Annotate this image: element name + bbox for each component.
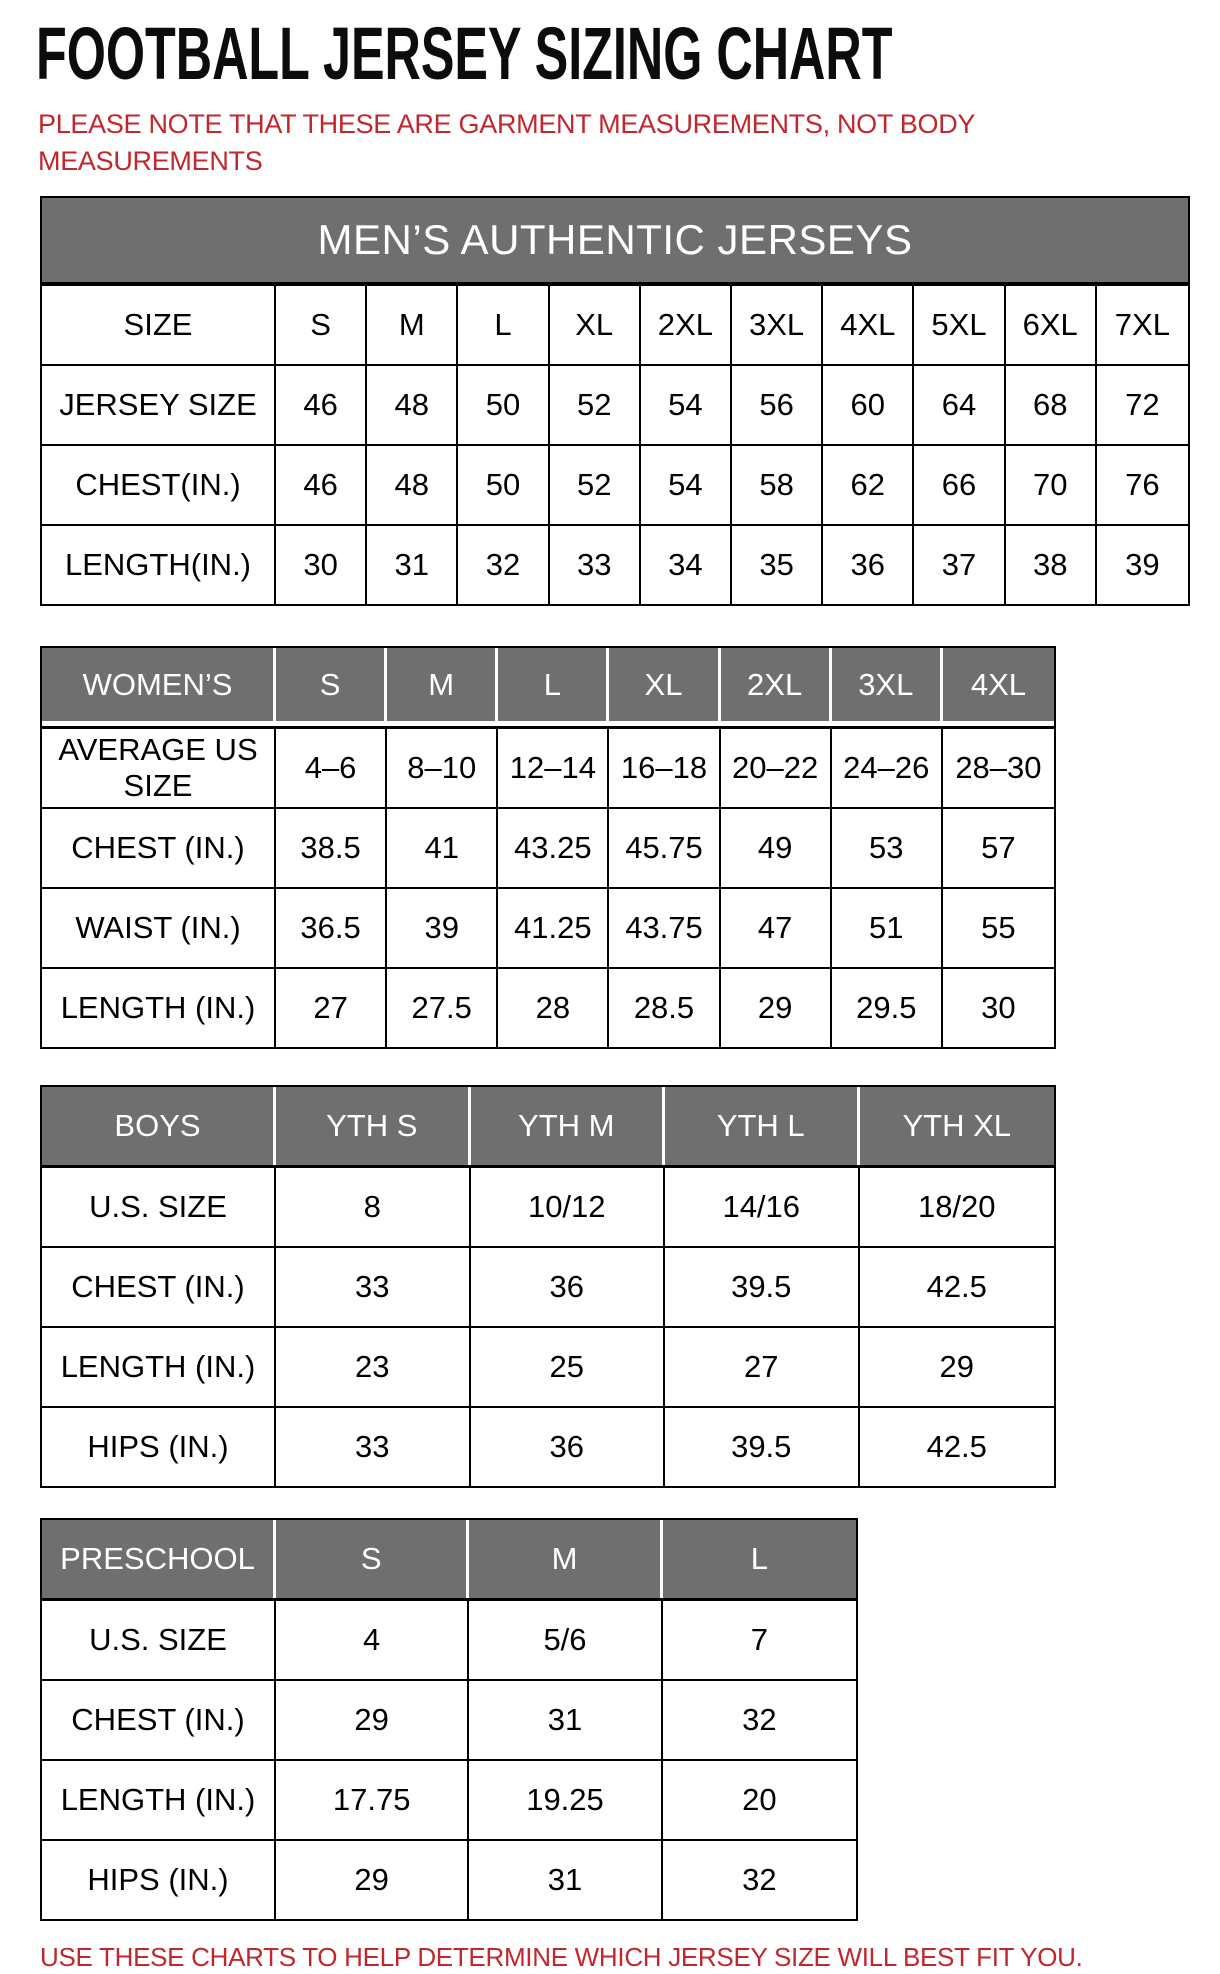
preschool-header-cell: S xyxy=(276,1520,469,1598)
mens-value-cell: 76 xyxy=(1125,467,1160,503)
womens-value-cell: 4–6 xyxy=(276,729,387,807)
preschool-value-cell: 17.75 xyxy=(276,1761,469,1839)
boys-value-cell: 33 xyxy=(276,1408,471,1486)
boys-row-label: HIPS (IN.) xyxy=(42,1408,276,1486)
womens-value-cell: 38.5 xyxy=(276,809,387,887)
mens-value-cell: 30 xyxy=(276,526,367,604)
boys-value-cell: 14/16 xyxy=(665,1168,860,1246)
mens-row-2 xyxy=(42,524,1188,604)
boys-header-cell: YTH S xyxy=(276,1087,471,1165)
mens-header-cell: 4XL xyxy=(823,286,914,364)
mens-value-cell: 46 xyxy=(276,446,367,524)
mens-value-cell: 62 xyxy=(823,446,914,524)
mens-value-cell: 34 xyxy=(641,526,732,604)
boys-value-cell: 36 xyxy=(471,1248,666,1326)
footer-note: USE THESE CHARTS TO HELP DETERMINE WHICH JERSEY SIZE WILL BEST FIT YOU. xyxy=(40,1942,1083,1972)
mens-value-cell: 72 xyxy=(1125,387,1160,423)
boys-sizing-table xyxy=(40,1085,1056,1488)
womens-row-0 xyxy=(42,729,1054,807)
preschool-row-0 xyxy=(42,1601,856,1679)
womens-value-cell: 55 xyxy=(981,910,1016,946)
preschool-value-cell: 32 xyxy=(742,1702,777,1738)
mens-header-cell: M xyxy=(367,286,458,364)
mens-value-cell: 31 xyxy=(367,526,458,604)
mens-header-cell: S xyxy=(276,286,367,364)
womens-value-cell: 36.5 xyxy=(276,889,387,967)
boys-value-cell: 23 xyxy=(276,1328,471,1406)
mens-value-cell: 70 xyxy=(1006,446,1097,524)
preschool-sizing-table xyxy=(40,1518,858,1921)
womens-header-cell: 4XL xyxy=(943,648,1054,726)
womens-header-cell: M xyxy=(387,648,498,726)
boys-header-cell: YTH M xyxy=(471,1087,666,1165)
mens-value-cell: 36 xyxy=(823,526,914,604)
mens-value-cell: 48 xyxy=(367,366,458,444)
mens-header-cell: 3XL xyxy=(732,286,823,364)
womens-value-cell: 29 xyxy=(721,969,832,1047)
mens-value-cell: 35 xyxy=(732,526,823,604)
boys-header-cell: YTH L xyxy=(665,1087,860,1165)
womens-value-cell: 16–18 xyxy=(609,729,720,807)
womens-value-cell: 8–10 xyxy=(387,729,498,807)
preschool-row-2 xyxy=(42,1759,856,1839)
boys-value-cell: 39.5 xyxy=(665,1408,860,1486)
preschool-value-cell: 29 xyxy=(276,1841,469,1919)
mens-header-cell: 2XL xyxy=(641,286,732,364)
boys-row-0 xyxy=(42,1168,1054,1246)
womens-value-cell: 24–26 xyxy=(832,729,943,807)
preschool-value-cell: 31 xyxy=(469,1681,662,1759)
preschool-value-cell: 29 xyxy=(276,1681,469,1759)
mens-row-1 xyxy=(42,444,1188,524)
boys-value-cell: 18/20 xyxy=(917,1189,996,1225)
preschool-row-1 xyxy=(42,1679,856,1759)
womens-header-label: WOMEN’S xyxy=(42,648,276,726)
mens-value-cell: 54 xyxy=(641,366,732,444)
mens-value-cell: 52 xyxy=(550,446,641,524)
womens-row-2 xyxy=(42,887,1054,967)
womens-value-cell: 57 xyxy=(981,830,1016,866)
womens-row-label: AVERAGE US SIZE xyxy=(42,729,276,807)
womens-value-cell: 47 xyxy=(721,889,832,967)
boys-header-row xyxy=(42,1087,1054,1168)
womens-header-cell: 3XL xyxy=(832,648,943,726)
womens-value-cell: 43.75 xyxy=(609,889,720,967)
mens-row-label: JERSEY SIZE xyxy=(42,366,276,444)
womens-row-label: WAIST (IN.) xyxy=(42,889,276,967)
mens-value-cell: 38 xyxy=(1006,526,1097,604)
boys-value-cell: 8 xyxy=(276,1168,471,1246)
preschool-row-label: CHEST (IN.) xyxy=(42,1681,276,1759)
mens-header-row xyxy=(42,286,1188,366)
preschool-value-cell: 7 xyxy=(750,1622,768,1658)
preschool-row-label: HIPS (IN.) xyxy=(42,1841,276,1919)
womens-value-cell: 27 xyxy=(276,969,387,1047)
boys-row-2 xyxy=(42,1326,1054,1406)
preschool-row-3 xyxy=(42,1839,856,1919)
mens-value-cell: 37 xyxy=(914,526,1005,604)
mens-value-cell: 60 xyxy=(823,366,914,444)
mens-value-cell: 64 xyxy=(914,366,1005,444)
preschool-header-label: PRESCHOOL xyxy=(42,1520,276,1598)
garment-measurement-note xyxy=(38,106,1194,180)
preschool-value-cell: 32 xyxy=(742,1862,777,1898)
womens-value-cell: 45.75 xyxy=(609,809,720,887)
womens-header-cell: XL xyxy=(609,648,720,726)
boys-value-cell: 42.5 xyxy=(926,1269,987,1305)
womens-header-cell: L xyxy=(498,648,609,726)
preschool-value-cell: 5/6 xyxy=(469,1601,662,1679)
mens-header-cell: XL xyxy=(550,286,641,364)
mens-value-cell: 39 xyxy=(1125,547,1160,583)
boys-value-cell: 10/12 xyxy=(471,1168,666,1246)
boys-value-cell: 36 xyxy=(471,1408,666,1486)
womens-value-cell: 28.5 xyxy=(609,969,720,1047)
preschool-header-cell: L xyxy=(750,1541,768,1577)
womens-row-label: CHEST (IN.) xyxy=(42,809,276,887)
mens-banner: MEN’S AUTHENTIC JERSEYS xyxy=(42,198,1188,286)
mens-header-cell: 7XL xyxy=(1114,307,1170,343)
mens-row-label: CHEST(IN.) xyxy=(42,446,276,524)
womens-value-cell: 30 xyxy=(981,990,1016,1026)
mens-header-cell: 6XL xyxy=(1006,286,1097,364)
womens-value-cell: 29.5 xyxy=(832,969,943,1047)
boys-value-cell: 39.5 xyxy=(665,1248,860,1326)
womens-header-row xyxy=(42,648,1054,729)
womens-value-cell: 12–14 xyxy=(498,729,609,807)
mens-header-cell: 5XL xyxy=(914,286,1005,364)
boys-row-label: U.S. SIZE xyxy=(42,1168,276,1246)
mens-row-label: LENGTH(IN.) xyxy=(42,526,276,604)
boys-row-3 xyxy=(42,1406,1054,1486)
mens-value-cell: 32 xyxy=(458,526,549,604)
mens-value-cell: 50 xyxy=(458,446,549,524)
womens-value-cell: 49 xyxy=(721,809,832,887)
preschool-value-cell: 31 xyxy=(469,1841,662,1919)
mens-header-cell: L xyxy=(458,286,549,364)
womens-value-cell: 39 xyxy=(387,889,498,967)
womens-value-cell: 41.25 xyxy=(498,889,609,967)
mens-value-cell: 52 xyxy=(550,366,641,444)
mens-value-cell: 68 xyxy=(1006,366,1097,444)
preschool-row-label: LENGTH (IN.) xyxy=(42,1761,276,1839)
boys-row-1 xyxy=(42,1246,1054,1326)
mens-value-cell: 46 xyxy=(276,366,367,444)
womens-header-cell: 2XL xyxy=(721,648,832,726)
boys-row-label: CHEST (IN.) xyxy=(42,1248,276,1326)
preschool-value-cell: 20 xyxy=(742,1782,777,1818)
preschool-value-cell: 4 xyxy=(276,1601,469,1679)
mens-sizing-table xyxy=(40,196,1190,606)
womens-value-cell: 41 xyxy=(387,809,498,887)
womens-value-cell: 28–30 xyxy=(955,750,1042,786)
womens-row-1 xyxy=(42,807,1054,887)
womens-value-cell: 27.5 xyxy=(387,969,498,1047)
mens-value-cell: 54 xyxy=(641,446,732,524)
mens-value-cell: 66 xyxy=(914,446,1005,524)
preschool-header-row xyxy=(42,1520,856,1601)
womens-header-cell: S xyxy=(276,648,387,726)
boys-header-label: BOYS xyxy=(42,1087,276,1165)
note-line-2: MEASUREMENTS xyxy=(38,146,263,176)
boys-value-cell: 42.5 xyxy=(926,1429,987,1465)
note-line-1: PLEASE NOTE THAT THESE ARE GARMENT MEASUREMENTS, NOT BODY xyxy=(38,109,976,139)
preschool-value-cell: 19.25 xyxy=(469,1761,662,1839)
boys-header-cell: YTH XL xyxy=(902,1108,1012,1144)
mens-value-cell: 50 xyxy=(458,366,549,444)
preschool-row-label: U.S. SIZE xyxy=(42,1601,276,1679)
mens-row-0 xyxy=(42,366,1188,444)
mens-value-cell: 58 xyxy=(732,446,823,524)
preschool-header-cell: M xyxy=(469,1520,662,1598)
womens-row-label: LENGTH (IN.) xyxy=(42,969,276,1047)
boys-value-cell: 27 xyxy=(665,1328,860,1406)
boys-row-label: LENGTH (IN.) xyxy=(42,1328,276,1406)
mens-header-label: SIZE xyxy=(42,286,276,364)
boys-value-cell: 25 xyxy=(471,1328,666,1406)
boys-value-cell: 33 xyxy=(276,1248,471,1326)
mens-value-cell: 33 xyxy=(550,526,641,604)
womens-value-cell: 28 xyxy=(498,969,609,1047)
womens-value-cell: 51 xyxy=(832,889,943,967)
womens-sizing-table xyxy=(40,646,1056,1049)
page-title: FOOTBALL JERSEY SIZING CHART xyxy=(36,12,893,95)
boys-value-cell: 29 xyxy=(939,1349,974,1385)
womens-value-cell: 43.25 xyxy=(498,809,609,887)
mens-value-cell: 48 xyxy=(367,446,458,524)
womens-value-cell: 20–22 xyxy=(721,729,832,807)
womens-value-cell: 53 xyxy=(832,809,943,887)
womens-row-3 xyxy=(42,967,1054,1047)
mens-value-cell: 56 xyxy=(732,366,823,444)
